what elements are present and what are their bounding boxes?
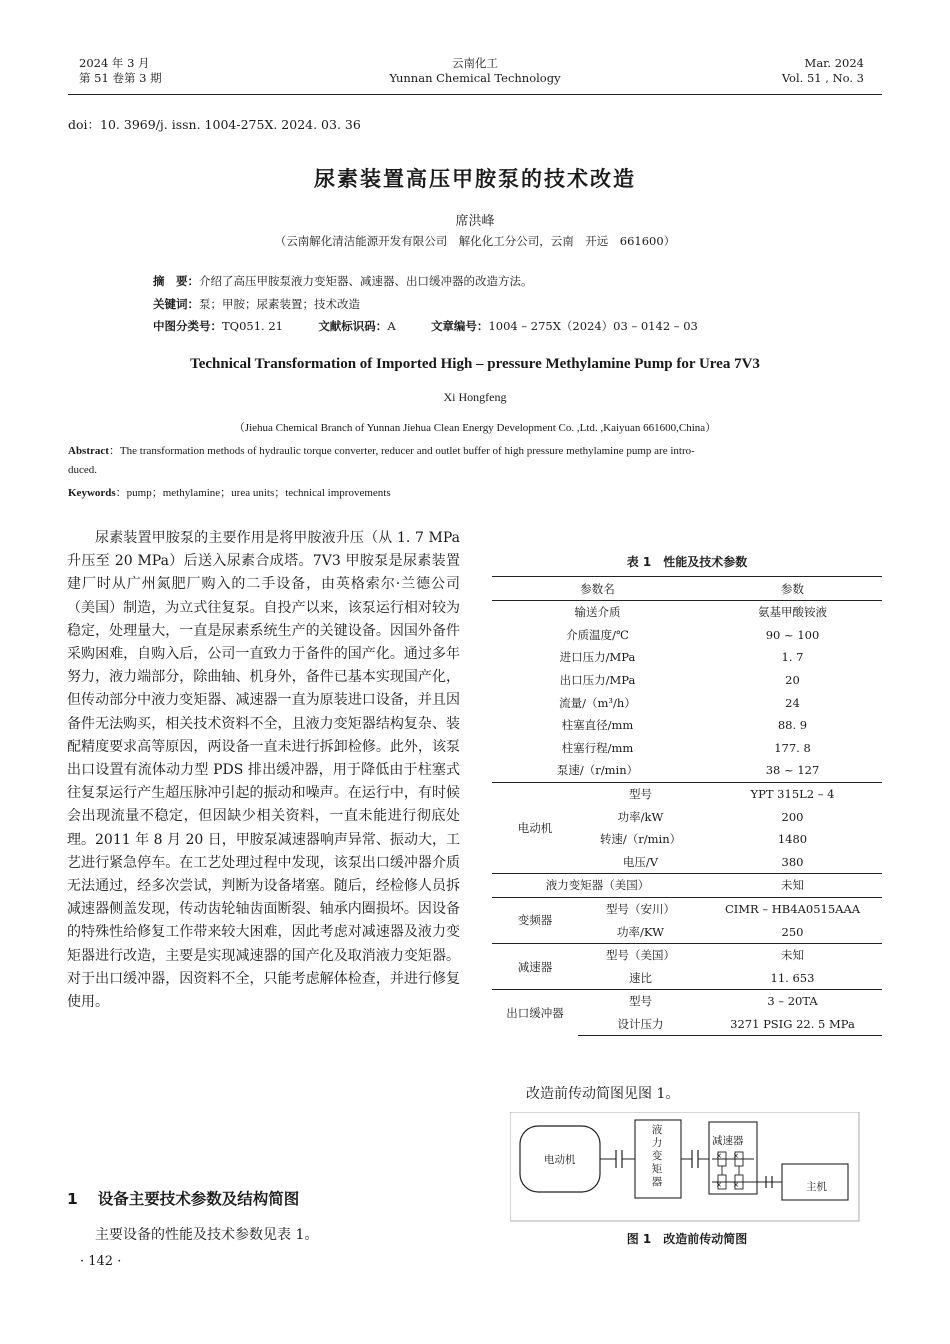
table-cell: 250 xyxy=(781,924,804,939)
en-abstract-text: ：The transformation methods of hydraulic torque converter, reducer and outlet buffer of high pressure methylamine pump are intro- xyxy=(108,445,695,457)
table-cell: 介质温度/℃ xyxy=(566,627,629,642)
section-title: 设备主要技术参数及结构简图 xyxy=(97,1190,300,1208)
en-keywords-text: ：pump；methylamine；urea units；technical improvements xyxy=(115,487,391,499)
table-cell: 11. 653 xyxy=(770,970,815,985)
table-cell: 88. 9 xyxy=(777,718,808,733)
table-cell: 转速/（r/min） xyxy=(599,832,682,847)
table-cell: 柱塞行程/mm xyxy=(561,740,634,755)
table-group-buffer: 出口缓冲器 xyxy=(492,990,578,1036)
doccode-label: 文献标识码： xyxy=(318,319,388,333)
classification-line xyxy=(153,317,698,335)
journal-name-en: Yunnan Chemical Technology xyxy=(389,71,561,85)
articleno-label: 文章编号： xyxy=(430,319,489,333)
table-cell: 电压/V xyxy=(622,854,659,869)
table-cell: 3271 PSIG 22. 5 MPa xyxy=(703,1013,882,1036)
table-cell: CIMR – HB4A0515AAA xyxy=(703,897,882,920)
table-cell: 未知 xyxy=(703,943,882,966)
header-right xyxy=(782,56,864,86)
section-number: 1 xyxy=(67,1190,78,1208)
english-title: Technical Transformation of Imported High – pressure Methylamine Pump for Urea 7V3 xyxy=(190,356,760,372)
main-machine-label: 主机 xyxy=(806,1181,827,1193)
table-cell: 设计压力 xyxy=(578,1013,703,1036)
table-cell: 液力变矩器（美国） xyxy=(492,874,703,898)
table-cell: 38 ~ 127 xyxy=(765,763,820,778)
author: 席洪峰 xyxy=(455,214,495,229)
gear-mark: × xyxy=(716,1181,722,1189)
table-cell: 177. 8 xyxy=(774,740,811,755)
table-cell: 功率/KW xyxy=(617,924,664,939)
section-1-heading xyxy=(67,1187,299,1209)
table-cell: 氨基甲酸铵液 xyxy=(758,605,827,620)
table-cell: 型号 xyxy=(578,782,703,805)
table-cell: 未知 xyxy=(703,874,882,898)
figure-intro: 改造前传动简图见图 1。 xyxy=(526,1086,680,1102)
table-caption: 表 1 性能及技术参数 xyxy=(626,555,748,569)
table-header-value: 参数 xyxy=(703,577,882,601)
table-cell: 流量/（m³/h） xyxy=(559,695,636,710)
header-volume: 第 51 卷第 3 期 xyxy=(79,71,162,85)
table-cell: 380 xyxy=(781,854,804,869)
table-cell: 1480 xyxy=(777,832,808,847)
table-cell: 20 xyxy=(785,673,800,688)
table-cell: 200 xyxy=(781,809,804,824)
table-cell: 泵速/（r/min） xyxy=(556,763,639,778)
page-number: · 142 · xyxy=(80,1254,122,1269)
table-cell: 功率/kW xyxy=(617,809,664,824)
transmission-diagram xyxy=(510,1112,860,1222)
english-affiliation: （Jiehua Chemical Branch of Yunnan Jiehua Clean Energy Development Co. ,Ltd. ,Kaiyuan 661600,China） xyxy=(233,422,717,434)
table-group-reducer: 减速器 xyxy=(492,943,578,989)
table-cell: 1. 7 xyxy=(781,650,804,665)
gear-mark: × xyxy=(733,1152,739,1160)
section-1-text xyxy=(67,1224,460,1247)
spec-table xyxy=(492,576,882,1036)
header-volume-en: Vol. 51 , No. 3 xyxy=(781,71,864,85)
abstract-cn xyxy=(153,272,533,290)
section-paragraph: 主要设备的性能及技术参数见表 1。 xyxy=(95,1227,319,1243)
table-group-motor: 电动机 xyxy=(492,782,578,873)
figure-caption: 图 1 改造前传动简图 xyxy=(626,1232,748,1246)
table-cell: 输送介质 xyxy=(574,605,621,620)
table-group-vfd: 变频器 xyxy=(492,897,578,943)
en-abstract-label: Abstract xyxy=(68,445,109,457)
abstract-label: 摘 要： xyxy=(153,274,199,288)
converter-label: 液力变矩器 xyxy=(651,1124,663,1188)
table-cell: 出口压力/MPa xyxy=(559,673,636,688)
table-cell: 24 xyxy=(785,695,800,710)
english-keywords xyxy=(68,484,391,500)
keywords-label: 关键词： xyxy=(153,297,199,311)
keywords-cn xyxy=(153,295,360,313)
table-cell: 进口压力/MPa xyxy=(559,650,636,665)
table-cell: 型号 xyxy=(578,990,703,1013)
en-abstract-cont: duced. xyxy=(68,464,98,476)
english-author: Xi Hongfeng xyxy=(443,390,507,404)
page-title: 尿素装置高压甲胺泵的技术改造 xyxy=(314,167,636,191)
english-abstract xyxy=(68,442,882,480)
body-paragraph: 尿素装置甲胺泵的主要作用是将甲胺液升压（从 1. 7 MPa 升压至 20 MPa）后送入尿素合成塔。7V3 甲胺泵是尿素装置建厂时从广州氮肥厂购入的二手设备，由英格索尔·兰德公司（美国）制造，为立式往复泵。自投产以来，该泵运行相对较为稳定，处理量大，一直是尿素系统生产的关键设备。因国外备件采购困难，自购入后，公司一直致力于备件的国产化。通过多年努力，液力端部分，除曲轴、机身外，备件已基本实现国产化，但传动部分中液力变矩器、减速器一直为原装进口设备，并且因备件无法购买，相关技术资料不全，且液力变矩器结构复杂、装配精度要求高等原因，两设备一直未进行拆卸检修。此外，该泵出口设置有流体动力型 PDS 排出缓冲器，用于降低由于柱塞式往复泵运行产生超压脉冲引起的振动和噪声。在运行中，有时候会出现流量不稳定，但因缺少相关资料，一直未能进行彻底处理。2011 年 8 月 20 日，甲胺泵减速器响声异常、振动大，工艺进行紧急停车。在工艺处理过程中发现，该泵出口缓冲器介质无法通过，经多次尝试，判断为设备堵塞。随后，经检修人员拆减速器侧盖发现，传动齿轮轴齿面断裂、轴承内圈损坏。因设备的特殊性给修复工作带来较大困难，因此考虑对减速器及液力变矩器进行改造，主要是实现减速器的国产化及取消液力变矩器。对于出口缓冲器，因资料不全，只能考虑解体检查，并进行修复使用。 xyxy=(67,530,460,1011)
reducer-label: 减速器 xyxy=(712,1135,744,1147)
table-cell: 型号（安川） xyxy=(578,897,703,920)
clc-value: TQ051. 21 xyxy=(222,319,283,333)
motor-label: 电动机 xyxy=(544,1154,576,1166)
clc-label: 中图分类号： xyxy=(153,319,222,333)
spec-table-wrap xyxy=(492,576,882,1036)
table-cell: 速比 xyxy=(629,970,652,985)
header-date: 2024 年 3 月 xyxy=(79,56,150,70)
affiliation: （云南解化清洁能源开发有限公司 解化化工分公司，云南 开远 661600） xyxy=(274,234,676,248)
table-cell: 型号（美国） xyxy=(578,943,703,966)
header-date-en: Mar. 2024 xyxy=(804,56,864,70)
articleno-value: 1004 – 275X（2024）03 – 0142 – 03 xyxy=(488,319,698,333)
doi[interactable]: doi：10. 3969/j. issn. 1004-275X. 2024. 03. 36 xyxy=(68,117,361,132)
doccode-value: A xyxy=(387,319,396,333)
gear-mark: × xyxy=(733,1181,739,1189)
table-cell: YPT 315L2 – 4 xyxy=(703,782,882,805)
header-rule xyxy=(68,94,882,95)
table-cell: 柱塞直径/mm xyxy=(561,718,634,733)
body-left-column xyxy=(67,527,460,1014)
table-cell: 90 ~ 100 xyxy=(765,627,820,642)
keywords-text: 泵；甲胺；尿素装置；技术改造 xyxy=(199,297,360,311)
journal-name-cn: 云南化工 xyxy=(452,56,498,70)
abstract-text: 介绍了高压甲胺泵液力变矩器、减速器、出口缓冲器的改造方法。 xyxy=(199,274,533,288)
table-cell: 3 – 20TA xyxy=(703,990,882,1013)
gear-mark: × xyxy=(716,1152,722,1160)
table-header-name: 参数名 xyxy=(492,577,703,601)
en-keywords-label: Keywords xyxy=(68,487,116,499)
